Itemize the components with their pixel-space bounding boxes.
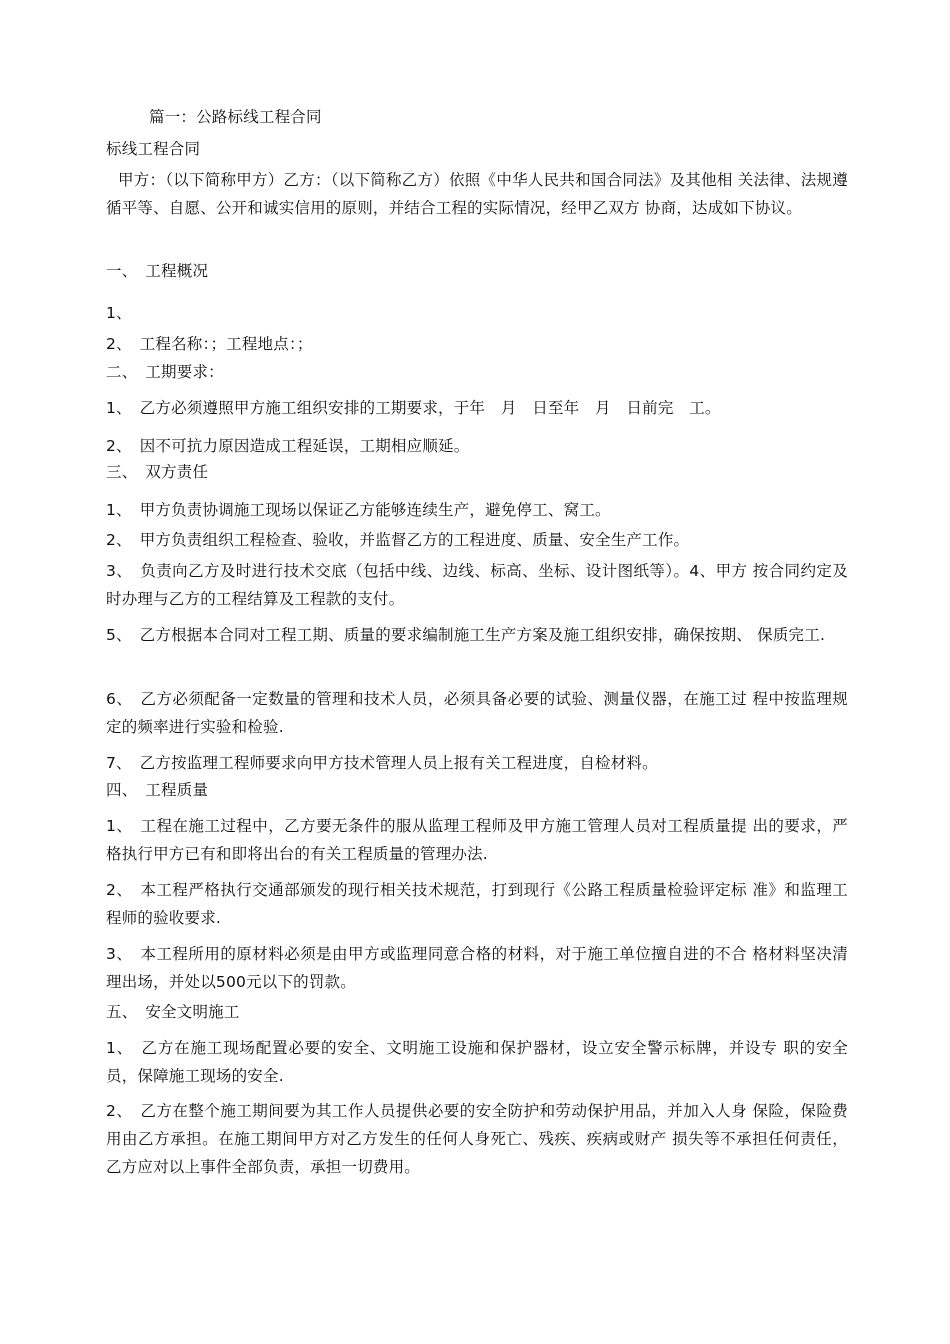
section-3-item-2: 2、 甲方负责组织工程检查、验收，并监督乙方的工程进度、质量、安全生产工作。 xyxy=(106,531,690,549)
section-2-item-1: 1、 乙方必须遵照甲方施工组织安排的工期要求，于年 月 日至年 月 日前完 工。 xyxy=(106,399,721,417)
section-5-item-1: 1、 乙方在施工现场配置必要的安全、文明施工设施和保护器材，设立安全警示标牌，并设专 职的安全员，保障施工现场的安全. xyxy=(106,1039,848,1085)
section-3-item-6: 6、 乙方必须配备一定数量的管理和技术人员，必须具备必要的试验、测量仪器，在施工过 程中按监理规定的频率进行实验和检验. xyxy=(106,690,848,736)
section-3-title: 三、 双方责任 xyxy=(106,463,209,481)
section-1-item-1: 1、 xyxy=(106,304,132,322)
section-2-item-2: 2、 因不可抗力原因造成工程延误，工期相应顺延。 xyxy=(106,437,470,455)
intro-paragraph: 甲方：（以下简称甲方）乙方：（以下简称乙方）依照《中华人民共和国合同法》及其他相 关法律、法规遵循平等、自愿、公开和诚实信用的原则，并结合工程的实际情况，经甲乙双方 协商，达成如下协议。 xyxy=(106,171,848,217)
section-2-title: 二、 工期要求： xyxy=(106,363,224,381)
section-1-title: 一、 工程概况 xyxy=(106,262,209,280)
section-4-item-2: 2、 本工程严格执行交通部颁发的现行相关技术规范，打到现行《公路工程质量检验评定标 准》和监理工程师的验收要求. xyxy=(106,881,848,927)
contract-title: 标线工程合同 xyxy=(106,140,201,158)
section-3-item-3: 3、 负责向乙方及时进行技术交底（包括中线、边线、标高、坐标、设计图纸等）。4、甲方 按合同约定及时办理与乙方的工程结算及工程款的支付。 xyxy=(106,562,848,608)
document-heading: 篇一：公路标线工程合同 xyxy=(149,108,322,126)
section-3-item-1: 1、 甲方负责协调施工现场以保证乙方能够连续生产，避免停工、窝工。 xyxy=(106,501,611,519)
section-3-item-7: 7、 乙方按监理工程师要求向甲方技术管理人员上报有关工程进度，自检材料。 xyxy=(106,754,658,772)
section-5-title: 五、 安全文明施工 xyxy=(106,1003,240,1021)
section-4-item-3: 3、 本工程所用的原材料必须是由甲方或监理同意合格的材料，对于施工单位擅自进的不合 格材料坚决清理出场，并处以500元以下的罚款。 xyxy=(106,945,848,991)
section-1-item-2: 2、 工程名称：；工程地点：； xyxy=(106,335,313,353)
section-3-item-5: 5、 乙方根据本合同对工程工期、质量的要求编制施工生产方案及施工组织安排，确保按期、 保质完工. xyxy=(106,626,826,644)
section-5-item-2: 2、 乙方在整个施工期间要为其工作人员提供必要的安全防护和劳动保护用品，并加入人身 保险，保险费用由乙方承担。在施工期间甲方对乙方发生的任何人身死亡、残疾、疾病或财产 损失等不承担任何责任，乙方应对以上事件全部负责，承担一切费用。 xyxy=(106,1102,848,1176)
section-4-title: 四、 工程质量 xyxy=(106,781,209,799)
section-4-item-1: 1、 工程在施工过程中，乙方要无条件的服从监理工程师及甲方施工管理人员对工程质量提 出的要求，严格执行甲方已有和即将出台的有关工程质量的管理办法. xyxy=(106,817,848,863)
